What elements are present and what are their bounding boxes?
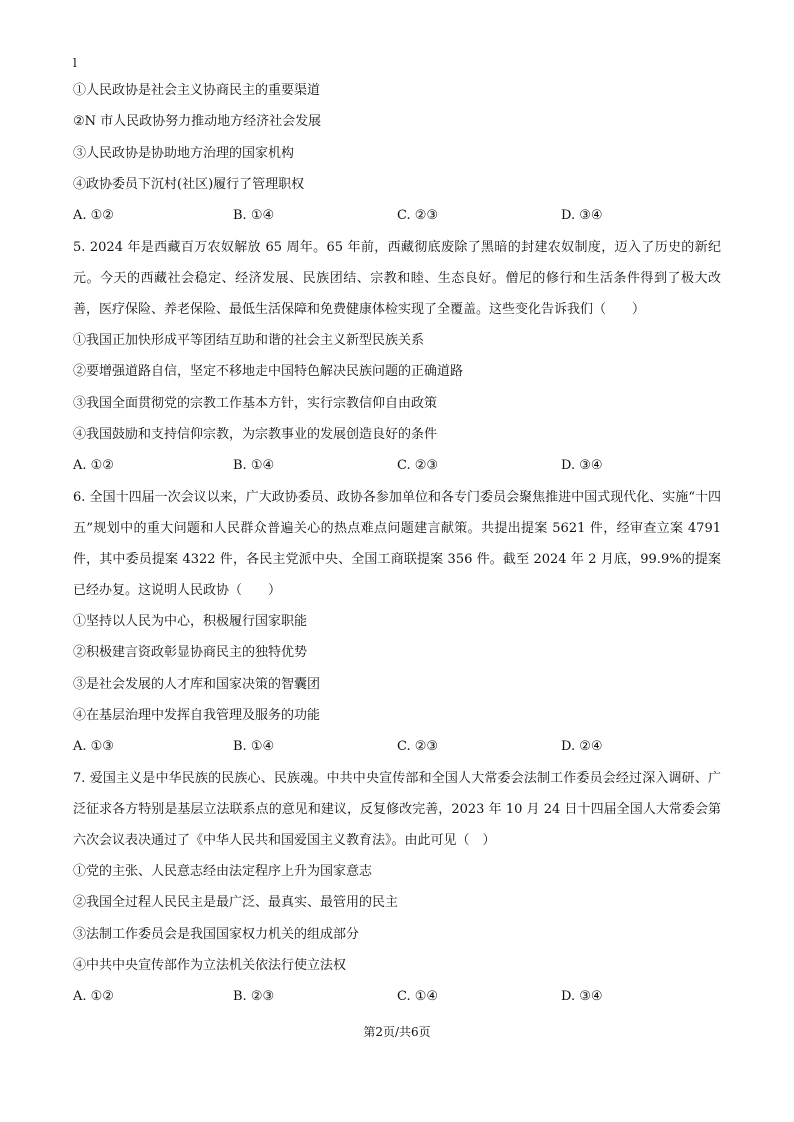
q4-item-4: ④政协委员下沉村(社区)履行了管理职权 [73,177,305,192]
q7-item-4: ④中共中央宣传部作为立法机关依法行使立法权 [73,958,347,973]
q4-item-2: ②N 市人民政协努力推动地方经济社会发展 [73,114,322,129]
q6-option-d[interactable]: D. ②④ [561,739,603,754]
q6-item-1: ①坚持以人民为中心，积极履行国家职能 [73,614,308,629]
q7-options [73,989,721,1005]
q4-option-c[interactable]: C. ②③ [397,208,439,223]
q7-item-2: ②我国全过程人民民主是最广泛、最真实、最管用的民主 [73,895,399,910]
q4-item-1: ①人民政协是社会主义协商民主的重要渠道 [73,83,321,98]
q5-option-b[interactable]: B. ①④ [233,458,275,473]
page-footer: 第2页/共6页 [363,1025,431,1039]
q6-item-3: ③是社会发展的人才库和国家决策的智囊团 [73,677,321,692]
q4-options [73,208,721,224]
q6-option-a[interactable]: A. ①③ [73,739,114,754]
q4-option-b[interactable]: B. ①④ [233,208,275,223]
top-mark: l [73,56,77,70]
q7-item-3: ③法制工作委员会是我国国家权力机关的组成部分 [73,927,360,942]
q6-item-2: ②积极建言资政彰显协商民主的独特优势 [73,645,308,660]
q5-item-3: ③我国全面贯彻党的宗教工作基本方针，实行宗教信仰自由政策 [73,396,438,411]
q7-item-1: ①党的主张、人民意志经由法定程序上升为国家意志 [73,864,373,879]
q7-option-a[interactable]: A. ①② [73,989,114,1004]
q7-option-c[interactable]: C. ①④ [397,989,439,1004]
q5-option-d[interactable]: D. ③④ [561,458,603,473]
q5-options [73,458,721,474]
q4-option-a[interactable]: A. ①② [73,208,114,223]
q7-option-b[interactable]: B. ②③ [233,989,275,1004]
q5-item-1: ①我国正加快形成平等团结互助和谐的社会主义新型民族关系 [73,333,425,348]
q6-option-c[interactable]: C. ②③ [397,739,439,754]
q5-option-c[interactable]: C. ②③ [397,458,439,473]
q5-item-2: ②要增强道路自信，坚定不移地走中国特色解决民族问题的正确道路 [73,364,464,379]
q6-option-b[interactable]: B. ①④ [233,739,275,754]
q4-option-d[interactable]: D. ③④ [561,208,603,223]
q6-item-4: ④在基层治理中发挥自我管理及服务的功能 [73,708,321,723]
q5-stem: 5. 2024 年是西藏百万农奴解放 65 周年。65 年前，西藏彻底废除了黑暗的封建农奴制度，迈入了历史的新纪元。今天的西藏社会稳定、经济发展、民族团结、宗教和睦、生态良好。僧尼的修行和生活条件得到了极大改善，医疗保险、养老保险、最低生活保障和免费健康体检实现了全覆盖。这些变化告诉我们（ ） [73,240,721,317]
q6-options [73,739,721,755]
q4-item-3: ③人民政协是协助地方治理的国家机构 [73,146,295,161]
q6-stem: 6. 全国十四届一次会议以来，广大政协委员、政协各参加单位和各专门委员会聚焦推进中国式现代化、实施“十四五”规划中的重大问题和人民群众普遍关心的热点难点问题建言献策。共提出提案 5621 件，经审查立案 4791 件，其中委员提案 4322 件，各民主党派中央、全国工商联提案 356 件。截至 2024 年 2 月底，99.9%的提案已经办复。这说明人民政协（ ） [73,490,721,598]
q5-item-4: ④我国鼓励和支持信仰宗教，为宗教事业的发展创造良好的条件 [73,427,438,442]
q7-stem: 7. 爱国主义是中华民族的民族心、民族魂。中共中央宣传部和全国人大常委会法制工作委员会经过深入调研、广泛征求各方特别是基层立法联系点的意见和建议，反复修改完善，2023 年 10 月 24 日十四届全国人大常委会第六次会议表决通过了《中华人民共和国爱国主义教育法》。由此可见（ ） [73,771,721,848]
q5-option-a[interactable]: A. ①② [73,458,114,473]
q7-option-d[interactable]: D. ③④ [561,989,603,1004]
